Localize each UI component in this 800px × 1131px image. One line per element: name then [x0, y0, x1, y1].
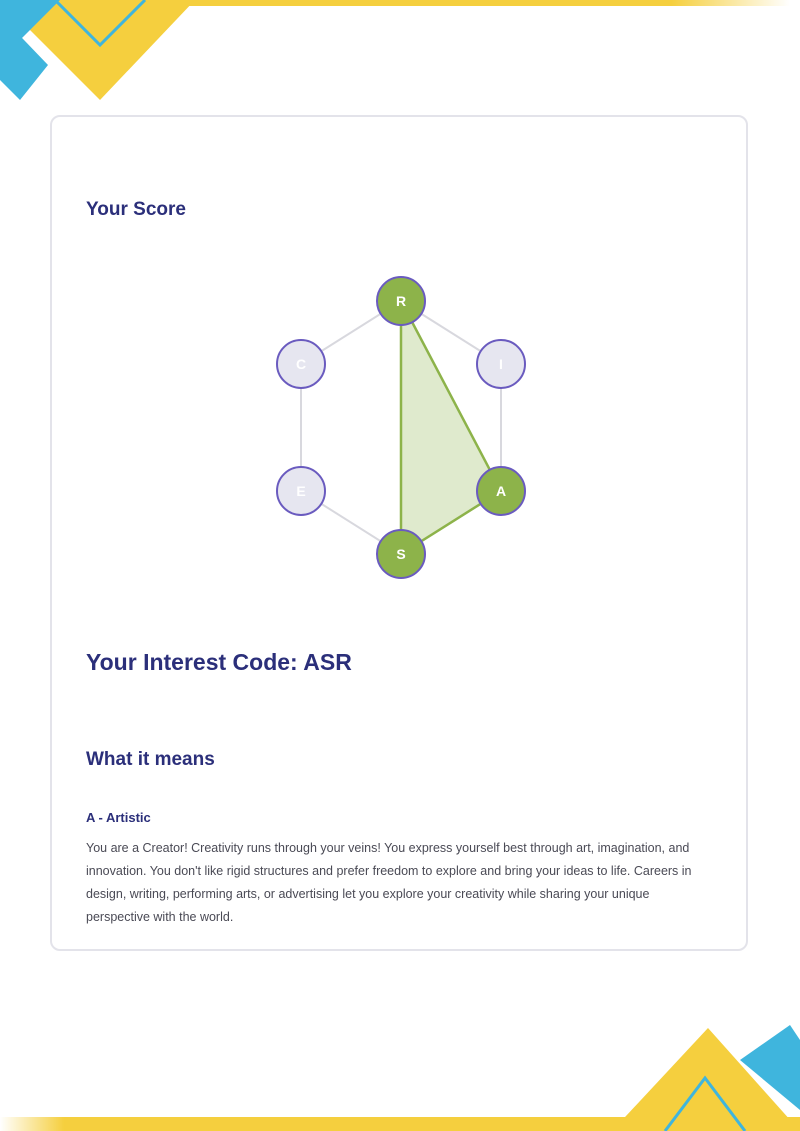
what-it-means-title: What it means — [86, 749, 215, 770]
top-decoration — [0, 0, 800, 110]
node-label: I — [499, 356, 503, 372]
node-c — [277, 340, 325, 388]
node-label: C — [295, 356, 307, 372]
node-label: R — [395, 293, 407, 309]
score-title: Your Score — [86, 199, 186, 220]
node-label: S — [396, 546, 406, 562]
node-i — [477, 340, 525, 388]
node-label: E — [296, 483, 306, 499]
riasec-hexagon — [52, 117, 750, 617]
interest-code-title: Your Interest Code: ASR — [86, 649, 352, 675]
results-card — [50, 115, 748, 951]
node-s — [377, 530, 425, 578]
trait-description: You are a Creator! Creativity runs through your veins! You express yourself best through art, imagination, and innovation. You don't like rigid structures and prefer freedom to explore and bring your ideas to life. Careers in design, writing, performing arts, or advertising let you explore your creativity while sharing your unique perspective with the world. — [86, 841, 692, 924]
node-e — [277, 467, 325, 515]
score-triangle — [401, 301, 501, 554]
trait-title: A - Artistic — [86, 810, 151, 825]
node-a — [477, 467, 525, 515]
node-r — [377, 277, 425, 325]
node-label: A — [495, 483, 507, 499]
